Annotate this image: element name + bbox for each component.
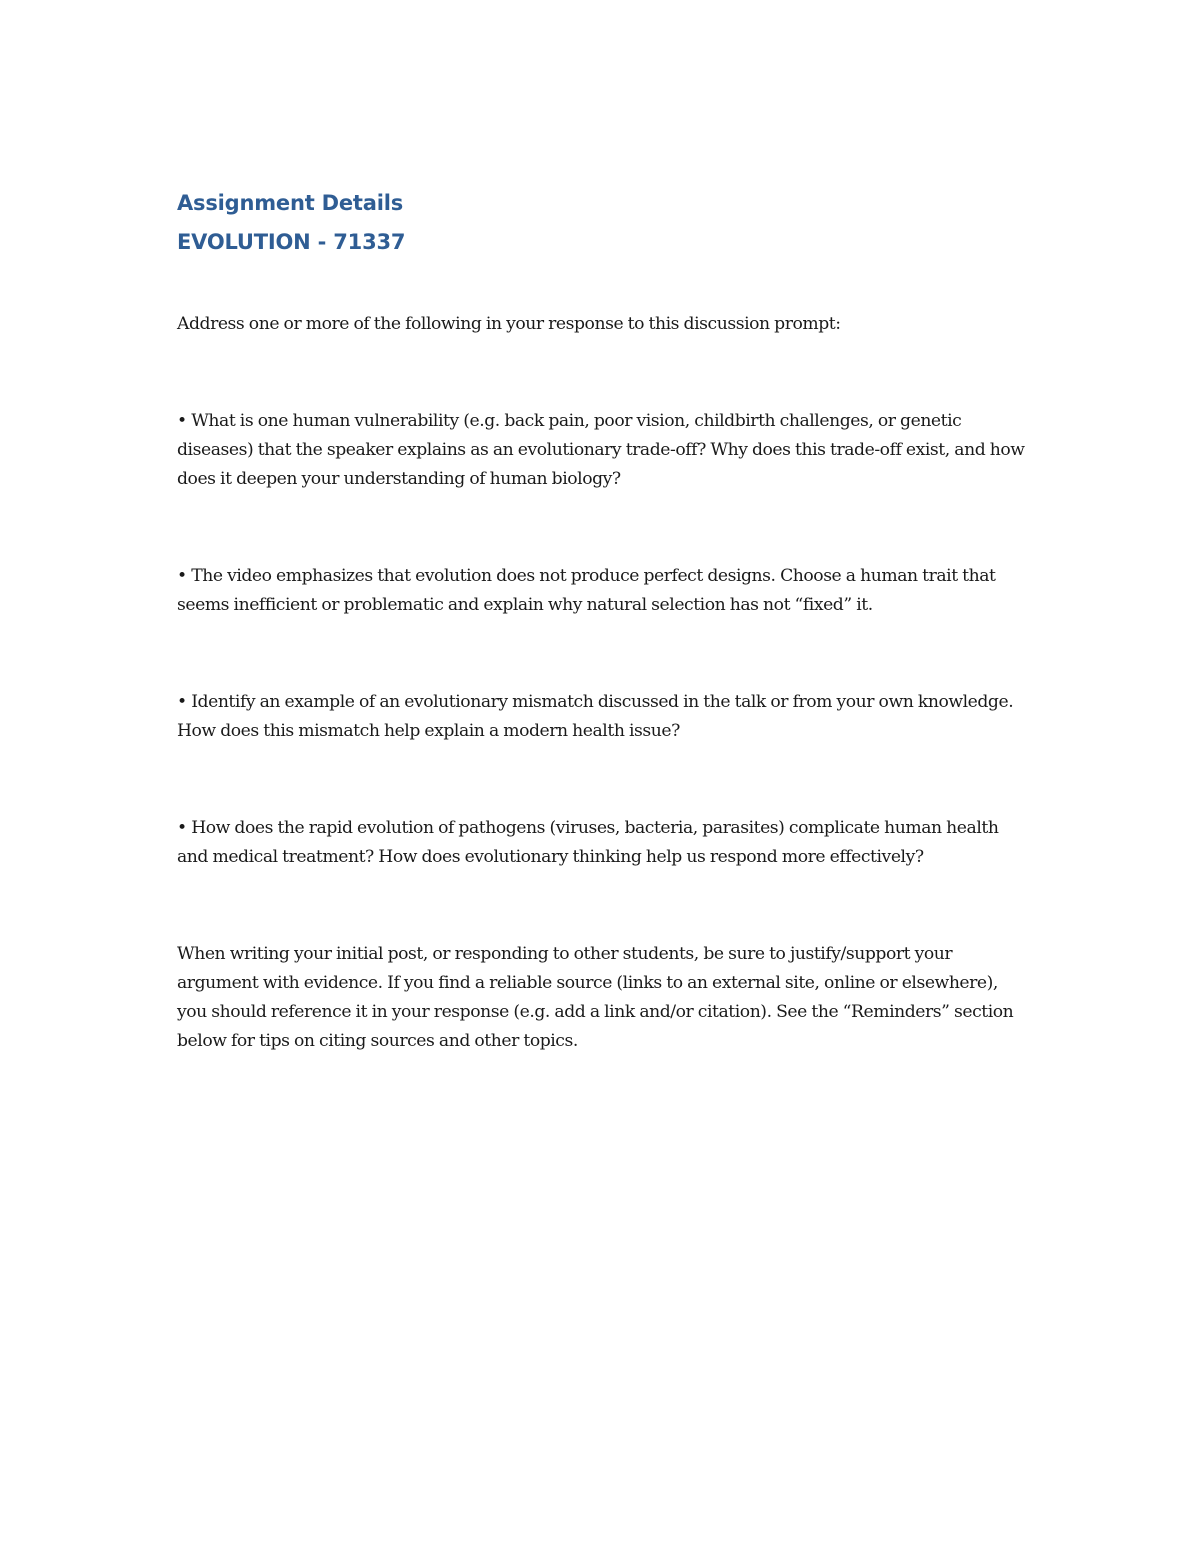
bullet-item-pathogens: • How does the rapid evolution of pathogens (viruses, bacteria, parasites) complicate human health and medical treatment? How does evolutionary thinking help us respond more effectively?	[177, 818, 999, 867]
bullet-item-vulnerability: • What is one human vulnerability (e.g. back pain, poor vision, childbirth challenges, or genetic diseases) that the speaker explains as an evolutionary trade-off? Why does this trade-off exist, and how does it deepen your understanding of human biology?	[177, 411, 1025, 489]
page-subtitle: EVOLUTION - 71337	[177, 230, 406, 254]
document-body	[177, 188, 1027, 1056]
page-title: Assignment Details	[177, 191, 404, 215]
closing-paragraph: When writing your initial post, or responding to other students, be sure to justify/support your argument with evidence. If you find a reliable source (links to an external site, online or elsewhere), you should reference it in your response (e.g. add a link and/or citation). See the “Reminders” section below for tips on citing sources and other topics.	[177, 944, 1014, 1051]
bullet-item-mismatch: • Identify an example of an evolutionary mismatch discussed in the talk or from your own knowledge. How does this mismatch help explain a modern health issue?	[177, 692, 1014, 741]
intro-paragraph: Address one or more of the following in your response to this discussion prompt:	[177, 314, 841, 334]
bullet-item-imperfect-design: • The video emphasizes that evolution does not produce perfect designs. Choose a human trait that seems inefficient or problematic and explain why natural selection has not “fixed” it.	[177, 566, 996, 615]
